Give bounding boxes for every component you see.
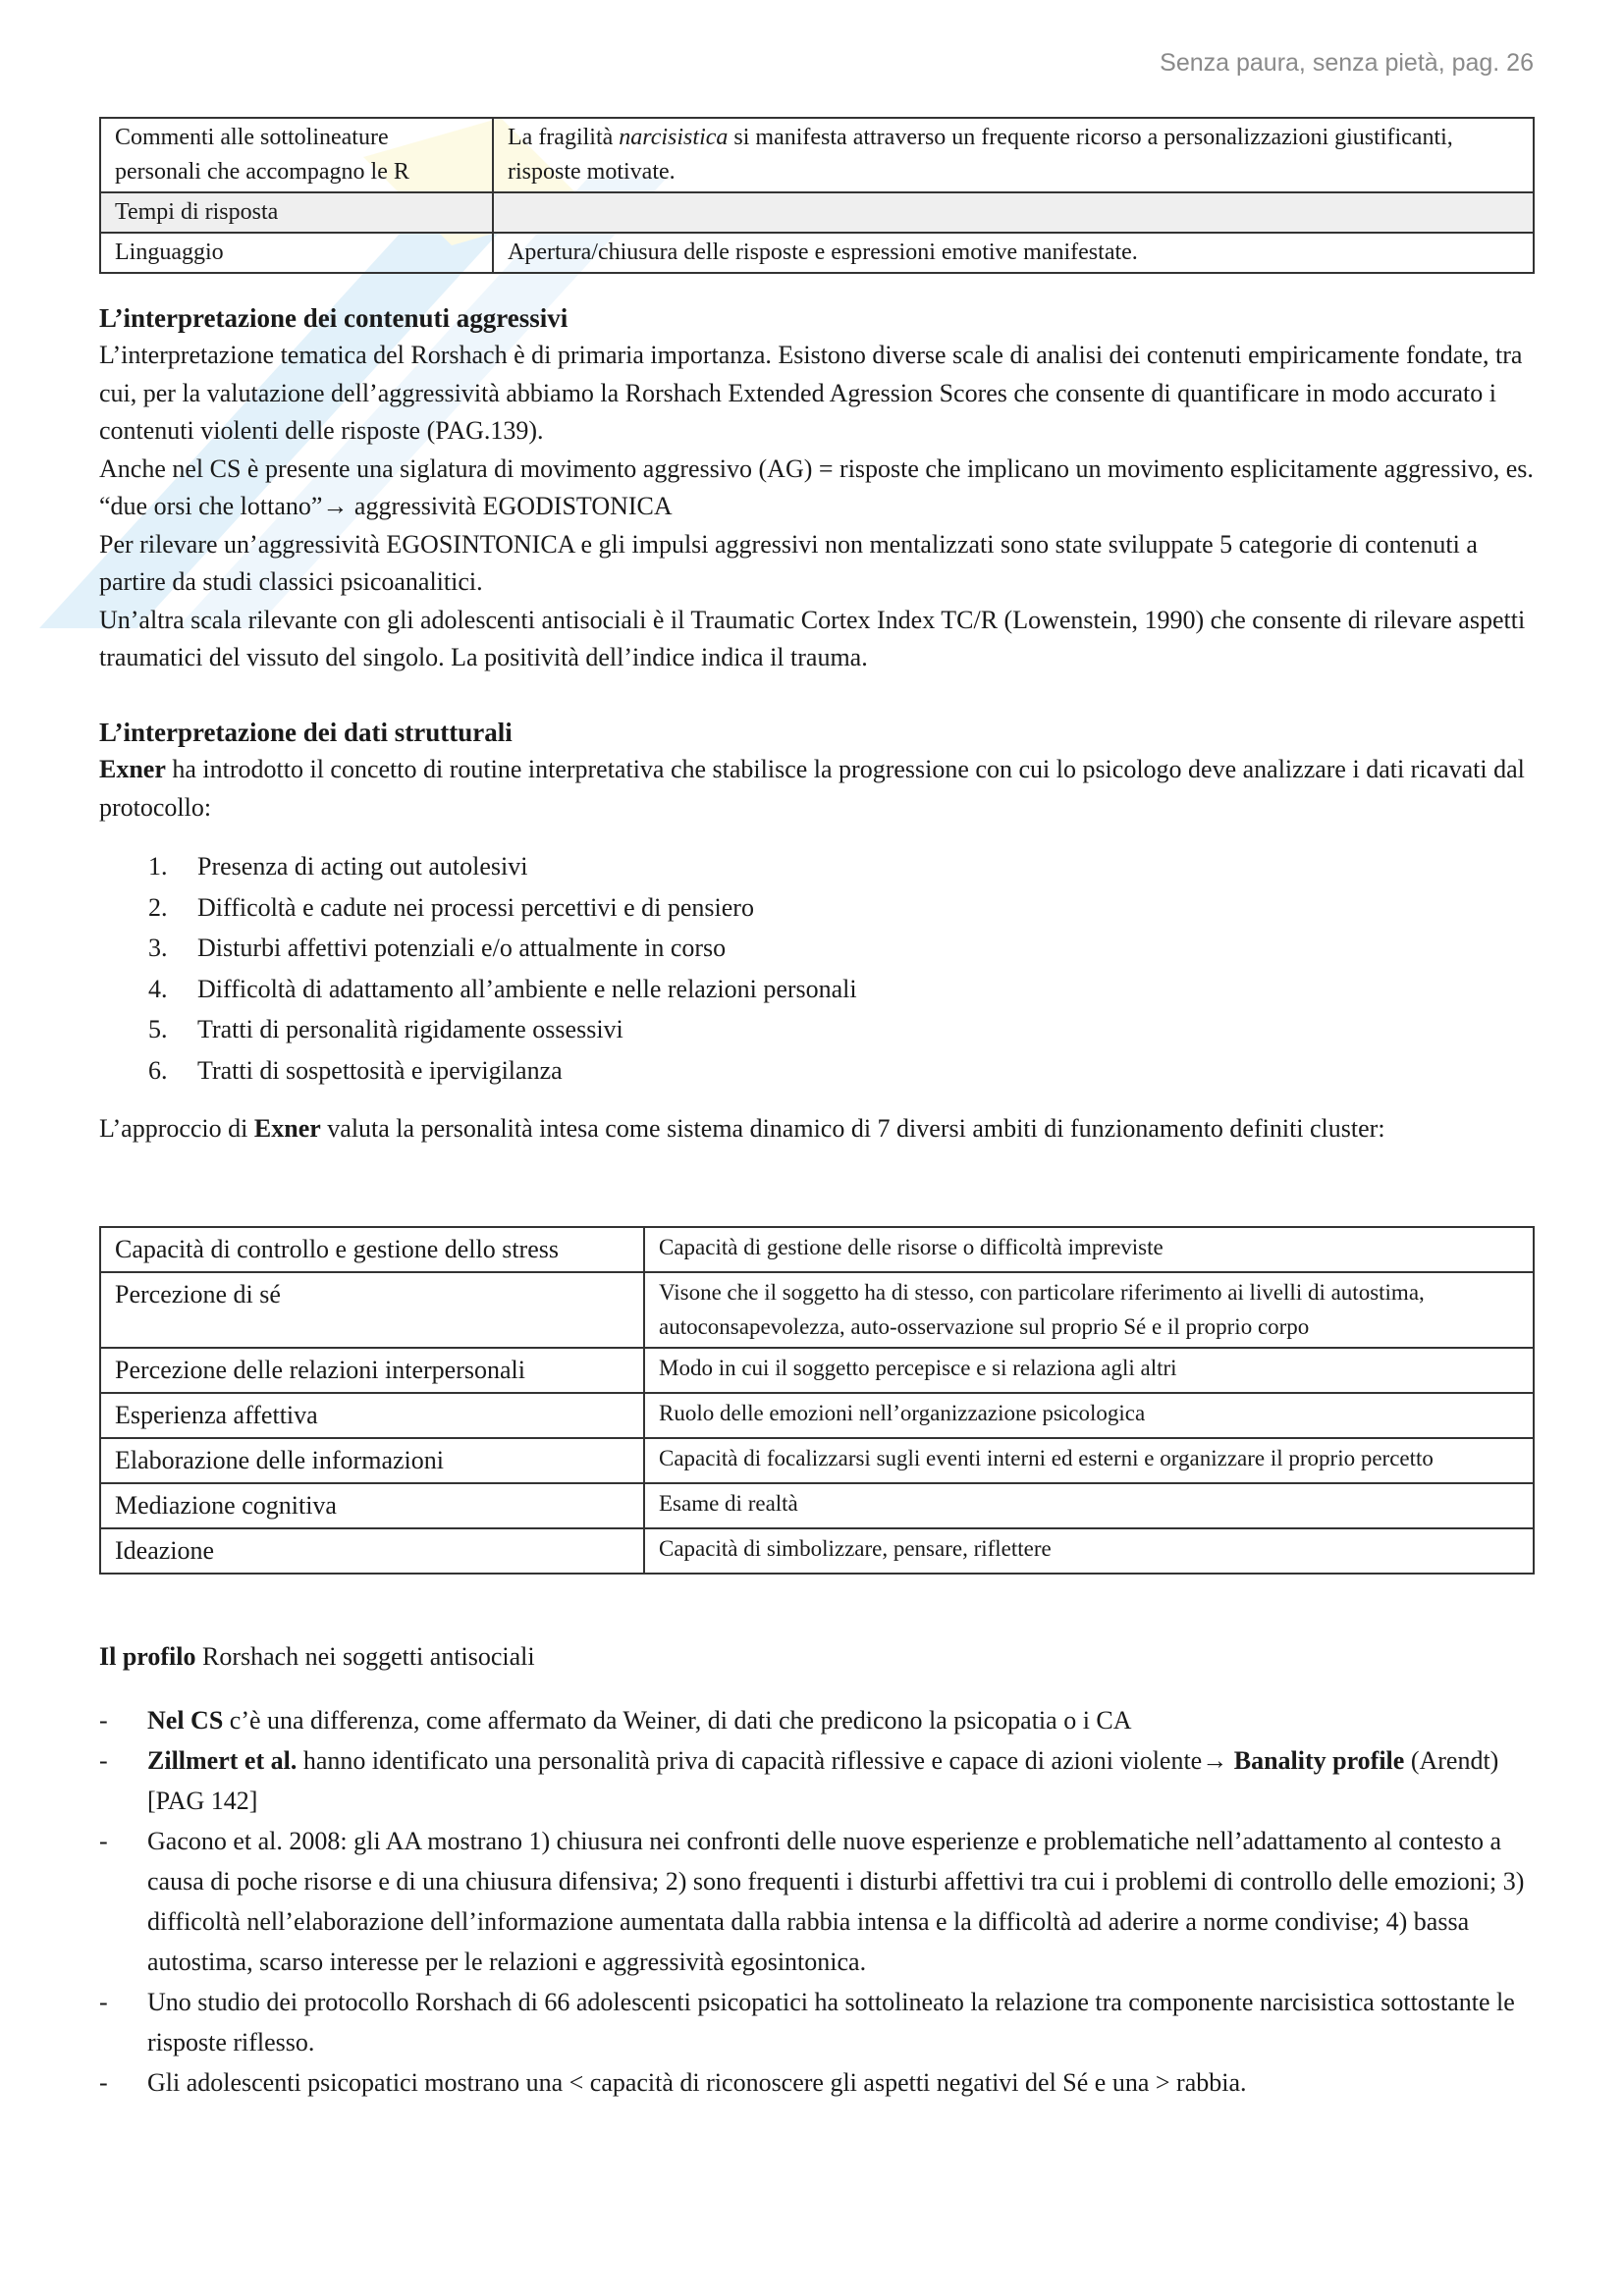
section-antisocial-profile [99,1638,1535,2103]
list-text: Tratti di sospettosità e ipervigilanza [197,1055,563,1085]
table-row [100,192,1534,233]
bold-text: Exner [99,755,166,783]
row-value [493,118,1534,192]
section-structural-data [99,714,1535,1148]
bold-text: Nel CS [147,1705,224,1735]
text: si manifesta attraverso un frequente ricorso a personalizzazioni giustificanti, risposte motivate. [508,125,1453,185]
cluster-name: Percezione di sé [100,1272,644,1348]
list-text: Gacono et al. 2008: gli AA mostrano 1) chiusura nei confronti delle nuove esperienze e problematiche nell’adattamento al contesto a causa di poche risorse e di una chiusura difensiva; 2) sono frequenti i disturbi affettivi tra cui i problemi di controllo delle emozioni; 3) difficoltà nell’elaborazione dell’informazione aumentata dalla rabbia intensa e la difficoltà ad aderire a norme condivise; 4) bassa autostima, scarso interesse per le relazioni e aggressività egosintonica. [147,1826,1525,1976]
bold-text: Banality profile [1233,1745,1405,1775]
cluster-description: Esame di realtà [644,1483,1534,1528]
list-item [99,969,1535,1010]
list-number: 3. [148,934,168,962]
table-row [100,1393,1534,1438]
italic-text: narcisistica [619,125,729,150]
cluster-name: Elaborazione delle informazioni [100,1438,644,1483]
table-row [100,1272,1534,1348]
list-number: 1. [148,852,168,881]
cluster-name: Ideazione [100,1528,644,1574]
list-number: 5. [148,1015,168,1043]
table-row [100,233,1534,273]
section-aggressive-contents [99,299,1535,677]
table-row [100,1438,1534,1483]
cluster-description: Capacità di gestione delle risorse o difficoltà impreviste [644,1227,1534,1272]
bullet-list [99,1700,1535,2103]
list-item [99,887,1535,929]
section-heading: L’interpretazione dei contenuti aggressivi [99,303,568,333]
row-value [493,192,1534,233]
paragraph [99,751,1535,827]
row-label: Linguaggio [100,233,493,273]
text: (Arendt) [PAG 142] [147,1745,1499,1815]
list-number: 2. [148,892,168,922]
response-features-table [99,117,1535,274]
list-item [99,928,1535,969]
cluster-description: Capacità di simbolizzare, pensare, riflettere [644,1528,1534,1574]
text: hanno identificato una personalità priva di capacità riflessive e capace di azioni violente→ [297,1745,1234,1775]
bold-text: Exner [253,1114,321,1143]
list-item [99,2062,1535,2103]
list-text: Tratti di personalità rigidamente ossessivi [197,1015,623,1043]
running-header: Senza paura, senza pietà, pag. 26 [1160,49,1534,77]
table-row [100,1227,1534,1272]
list-item [99,1821,1535,1982]
dash-bullet: - [99,1705,108,1735]
cluster-name: Capacità di controllo e gestione dello stress [100,1227,644,1272]
list-item [99,1009,1535,1050]
section-heading: L’interpretazione dei dati strutturali [99,718,513,747]
cluster-table [99,1226,1535,1575]
list-number: 6. [148,1055,168,1085]
list-text: Difficoltà di adattamento all’ambiente e nelle relazioni personali [197,974,857,1003]
cluster-description: Capacità di focalizzarsi sugli eventi interni ed esterni e organizzare il proprio percetto [644,1438,1534,1483]
list-text: Difficoltà e cadute nei processi percettivi e di pensiero [197,892,754,922]
row-label: Commenti alle sottolineature personali che accompagno le R [100,118,493,192]
text: La fragilità [508,125,620,150]
bold-text: Il profilo [99,1642,196,1671]
table-row [100,118,1534,192]
numbered-list [99,846,1535,1091]
row-label: Tempi di risposta [100,192,493,233]
row-value: Apertura/chiusura delle risposte e espressioni emotive manifestate. [493,233,1534,273]
text: Rorshach nei soggetti antisociali [195,1642,535,1671]
bold-text: Zillmert et al. [147,1745,298,1775]
cluster-name: Mediazione cognitiva [100,1483,644,1528]
cluster-description: Visone che il soggetto ha di stesso, con particolare riferimento ai livelli di autostima, autoconsapevolezza, auto-osservazione sul proprio Sé e il proprio corpo [644,1272,1534,1348]
dash-bullet: - [99,1826,108,1855]
list-item [99,1740,1535,1821]
paragraph [99,1110,1535,1148]
section-heading [99,1638,1535,1677]
dash-bullet: - [99,1987,108,2016]
cluster-name: Percezione delle relazioni interpersonali [100,1348,644,1393]
text: ha introdotto il concetto di routine interpretativa che stabilisce la progressione con cui lo psicologo deve analizzare i dati ricavati dal protocollo: [99,755,1525,822]
list-item [99,846,1535,887]
list-text [147,1700,1132,1740]
table-row [100,1528,1534,1574]
list-number: 4. [148,974,168,1003]
list-text: Presenza di acting out autolesivi [197,852,528,881]
list-text: Gli adolescenti psicopatici mostrano una < capacità di riconoscere gli aspetti negativi del Sé e una > rabbia. [147,2067,1247,2097]
paragraph: Per rilevare un’aggressività EGOSINTONICA e gli impulsi aggressivi non mentalizzati sono state sviluppate 5 categorie di contenuti a partire da studi classici psicoanalitici. [99,529,1478,596]
dash-bullet: - [99,1745,108,1775]
list-item [99,1700,1535,1740]
paragraph: Un’altra scala rilevante con gli adolescenti antisociali è il Traumatic Cortex Index TC/R (Lowenstein, 1990) che consente di rilevare aspetti traumatici del vissuto del singolo. La positività dell’indice indica il trauma. [99,605,1526,671]
cluster-name: Esperienza affettiva [100,1393,644,1438]
list-text: Disturbi affettivi potenziali e/o attualmente in corso [197,934,727,962]
list-item [99,1050,1535,1092]
table-row [100,1348,1534,1393]
list-text [147,1740,1535,1821]
list-item [99,1982,1535,2062]
cluster-description: Modo in cui il soggetto percepisce e si relaziona agli altri [644,1348,1534,1393]
text: valuta la personalità intesa come sistema dinamico di 7 diversi ambiti di funzionamento definiti cluster: [320,1114,1385,1143]
list-text: Uno studio dei protocollo Rorshach di 66 adolescenti psicopatici ha sottolineato la relazione tra componente narcisistica sottostante le risposte riflesso. [147,1987,1515,2056]
dash-bullet: - [99,2067,108,2097]
paragraph: L’interpretazione tematica del Rorshach è di primaria importanza. Esistono diverse scale di analisi dei contenuti empiricamente fondate, tra cui, per la valutazione dell’aggressività abbiamo la Rorshach Extended Agression Scores che consente di quantificare in modo accurato i contenuti violenti delle risposte (PAG.139). [99,341,1523,445]
text: c’è una differenza, come affermato da Weiner, di dati che predicono la psicopatia o i CA [223,1705,1132,1735]
text: L’approccio di [99,1114,254,1143]
cluster-description: Ruolo delle emozioni nell’organizzazione psicologica [644,1393,1534,1438]
table-row [100,1483,1534,1528]
paragraph: Anche nel CS è presente una siglatura di movimento aggressivo (AG) = risposte che implicano un movimento esplicitamente aggressivo, es. “due orsi che lottano”→ aggressività EGODISTONICA [99,454,1534,520]
